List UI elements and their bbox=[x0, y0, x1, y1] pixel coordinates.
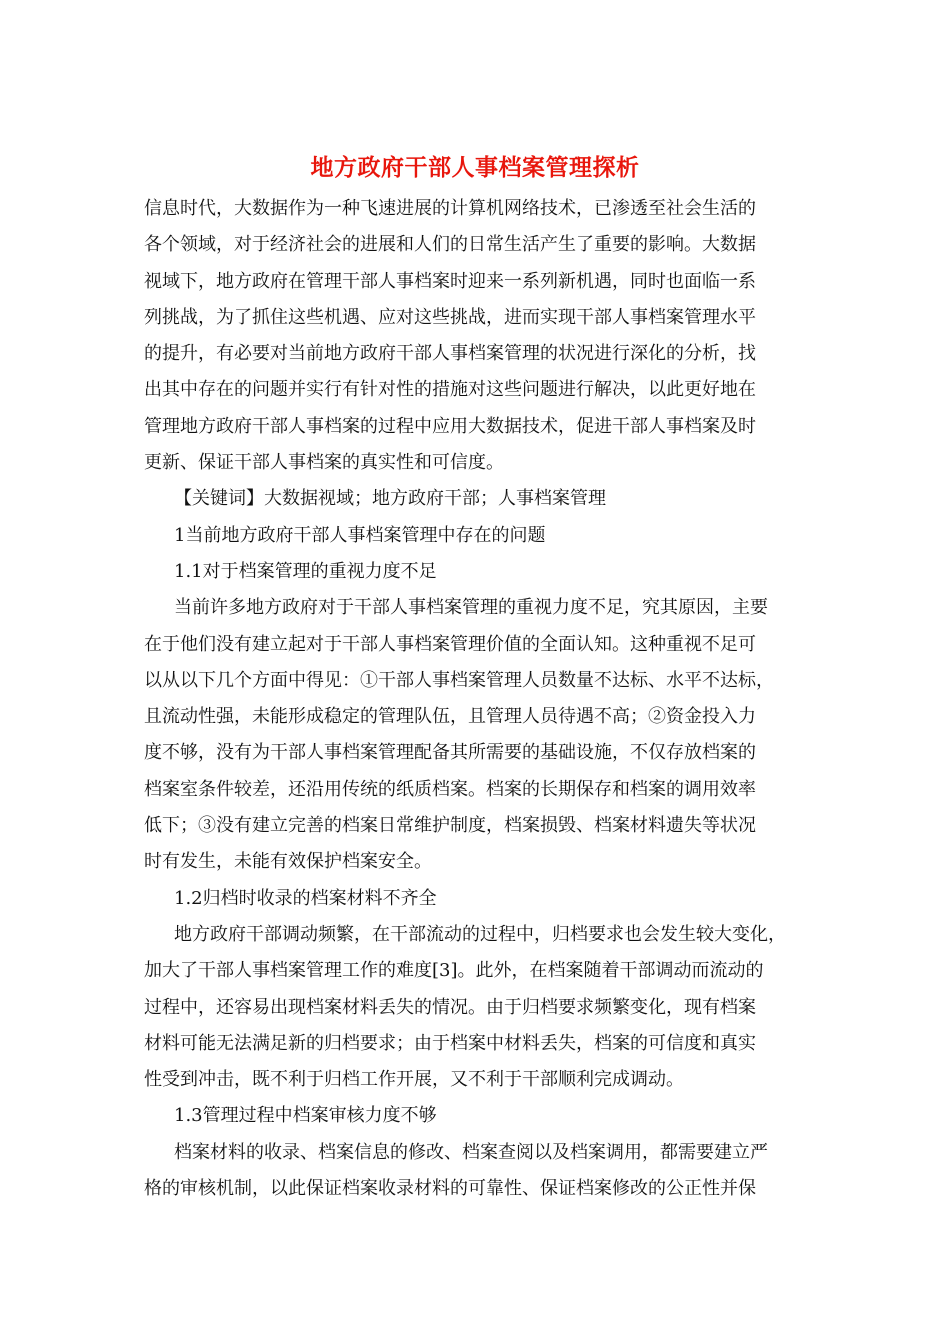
text-line: 视域下，地方政府在管理干部人事档案时迎来一系列新机遇，同时也面临一系 bbox=[144, 270, 756, 292]
text-line: 地方政府干部调动频繁，在干部流动的过程中，归档要求也会发生较大变化， bbox=[174, 923, 786, 945]
document-title: 地方政府干部人事档案管理探析 bbox=[310, 154, 640, 181]
text-line: 【关键词】大数据视域；地方政府干部；人事档案管理 bbox=[174, 488, 606, 510]
text-line: 加大了干部人事档案管理工作的难度[3]。此外，在档案随着干部调动而流动的 bbox=[144, 960, 764, 982]
text-line: 性受到冲击，既不利于归档工作开展，又不利于干部顺利完成调动。 bbox=[144, 1069, 684, 1091]
text-line: 管理地方政府干部人事档案的过程中应用大数据技术，促进干部人事档案及时 bbox=[144, 415, 756, 437]
text-line: 的提升，有必要对当前地方政府干部人事档案管理的状况进行深化的分析，找 bbox=[144, 343, 756, 365]
text-line: 1.3管理过程中档案审核力度不够 bbox=[174, 1105, 437, 1127]
text-line: 档案材料的收录、档案信息的修改、档案查阅以及档案调用，都需要建立严 bbox=[174, 1141, 768, 1163]
text-line: 材料可能无法满足新的归档要求；由于档案中材料丢失，档案的可信度和真实 bbox=[144, 1032, 756, 1054]
text-line: 格的审核机制，以此保证档案收录材料的可靠性、保证档案修改的公正性并保 bbox=[144, 1178, 756, 1200]
text-line: 1.1对于档案管理的重视力度不足 bbox=[174, 560, 437, 582]
text-line: 在于他们没有建立起对于干部人事档案管理价值的全面认知。这种重视不足可 bbox=[144, 633, 756, 655]
text-line: 度不够，没有为干部人事档案管理配备其所需要的基础设施，不仅存放档案的 bbox=[144, 742, 756, 764]
text-line: 以从以下几个方面中得见：①干部人事档案管理人员数量不达标、水平不达标， bbox=[144, 669, 774, 691]
text-line: 当前许多地方政府对于干部人事档案管理的重视力度不足，究其原因，主要 bbox=[174, 597, 768, 619]
text-line: 列挑战，为了抓住这些机遇、应对这些挑战，进而实现干部人事档案管理水平 bbox=[144, 306, 756, 328]
text-line: 各个领域，对于经济社会的进展和人们的日常生活产生了重要的影响。大数据 bbox=[144, 234, 756, 256]
text-line: 过程中，还容易出现档案材料丢失的情况。由于归档要求频繁变化，现有档案 bbox=[144, 996, 756, 1018]
text-line: 档案室条件较差，还沿用传统的纸质档案。档案的长期保存和档案的调用效率 bbox=[144, 778, 756, 800]
text-line: 1当前地方政府干部人事档案管理中存在的问题 bbox=[174, 524, 546, 546]
text-line: 且流动性强，未能形成稳定的管理队伍，且管理人员待遇不高；②资金投入力 bbox=[144, 706, 756, 728]
document-body bbox=[144, 191, 814, 1207]
text-line: 1.2归档时收录的档案材料不齐全 bbox=[174, 887, 437, 909]
text-line: 出其中存在的问题并实行有针对性的措施对这些问题进行解决，以此更好地在 bbox=[144, 379, 756, 401]
text-line: 更新、保证干部人事档案的真实性和可信度。 bbox=[144, 452, 504, 474]
text-line: 低下；③没有建立完善的档案日常维护制度，档案损毁、档案材料遗失等状况 bbox=[144, 815, 756, 837]
text-line: 信息时代，大数据作为一种飞速进展的计算机网络技术，已渗透至社会生活的 bbox=[144, 198, 756, 219]
text-line: 时有发生，未能有效保护档案安全。 bbox=[144, 851, 432, 873]
